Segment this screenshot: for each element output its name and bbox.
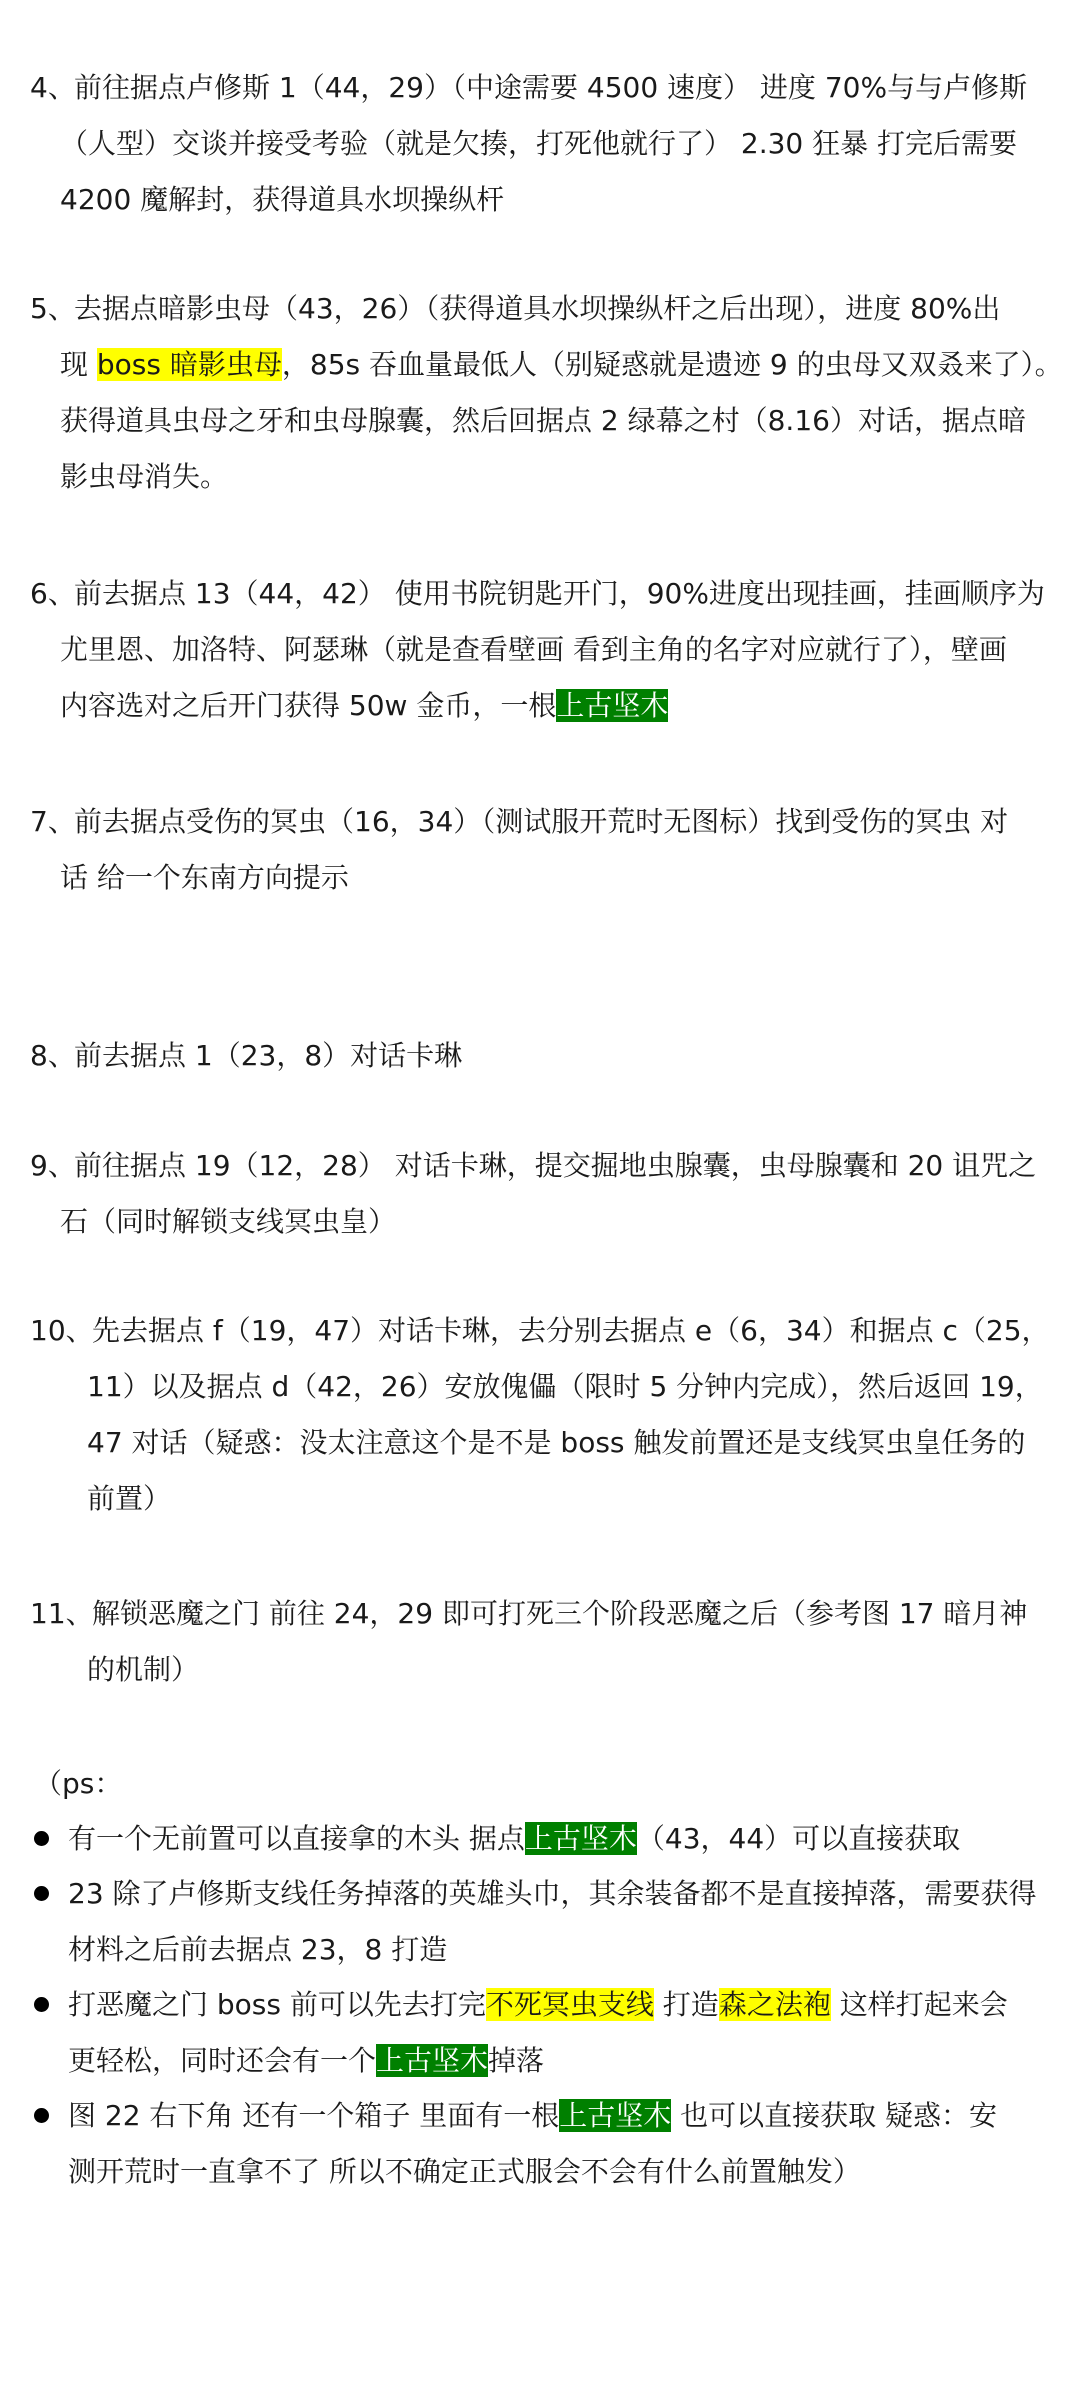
step-text-line: 话 给一个东南方向提示 [60,861,349,894]
bullet-dot-icon [34,1831,49,1846]
step-number: 7、 [30,805,76,838]
text-segment: 内容选对之后开门获得 50w 金币，一根 [60,689,557,722]
bullet-text-line [30,2088,1055,2144]
text-segment: 有一个无前置可以直接拿的木头 据点 [68,1822,525,1855]
step-text-line: 前往据点卢修斯 1（44，29）（中途需要 4500 速度） 进度 70%与与卢修斯 [74,71,1028,104]
ps-bullet [30,2088,1055,2200]
bullet-text-line: 测开荒时一直拿不了 所以不确定正式服会不会有什么前置触发） [68,2155,861,2188]
text-segment: 也可以直接获取 疑惑：安 [671,2099,998,2132]
step-text-line: 前去据点受伤的冥虫（16，34）（测试服开荒时无图标）找到受伤的冥虫 对 [74,805,1009,838]
text-segment: 更轻松，同时还会有一个 [68,2044,377,2077]
step-number: 5、 [30,292,76,325]
ps-label: （ps： [34,1767,123,1800]
step-text-line [30,678,1055,734]
ps-bullet [30,1811,1055,1867]
highlight-yellow: boss 暗影虫母 [96,348,282,381]
step-number: 8、 [30,1039,76,1072]
step-7 [30,794,1055,906]
step-text-line: 前往据点 19（12，28） 对话卡琳，提交掘地虫腺囊，虫母腺囊和 20 诅咒之 [74,1149,1037,1182]
step-9 [30,1138,1055,1250]
highlight-yellow: 森之法袍 [718,1988,831,2021]
bullet-text-line [30,1977,1055,2033]
bullet-dot-icon [34,1997,49,2012]
text-segment: 现 [60,348,97,381]
text-segment: 图 22 右下角 还有一个箱子 里面有一根 [68,2099,560,2132]
step-text-line: 4200 魔解封，获得道具水坝操纵杆 [60,183,505,216]
step-number: 11、 [30,1597,94,1630]
step-text-line [30,337,1063,393]
step-8 [30,1028,1055,1084]
step-number: 6、 [30,577,76,610]
step-text-line: 获得道具虫母之牙和虫母腺囊，然后回据点 2 绿幕之村（8.16）对话，据点暗 [60,404,1026,437]
bullet-text-line: 材料之后前去据点 23，8 打造 [68,1933,448,1966]
highlight-yellow: 不死冥虫支线 [485,1988,654,2021]
step-text-line: 的机制） [87,1653,200,1686]
highlight-green: 上古坚木 [556,689,669,722]
step-text-line: 先去据点 f（19，47）对话卡琳，去分别去据点 e（6，34）和据点 c（25， [92,1314,1050,1347]
text-segment: （43，44）可以直接获取 [636,1822,961,1855]
step-10 [30,1303,1055,1527]
step-text-line: 影虫母消失。 [60,460,229,493]
text-segment: 这样打起来会 [830,1988,1008,2021]
step-text-line: （人型）交谈并接受考验（就是欠揍，打死他就行了） 2.30 狂暴 打完后需要 [60,127,1018,160]
bullet-dot-icon [34,1886,49,1901]
bullet-dot-icon [34,2108,49,2123]
step-text-line: 尤里恩、加洛特、阿瑟琳（就是查看壁画 看到主角的名字对应就行了），壁画 [60,633,1007,666]
step-6 [30,566,1055,734]
ps-bullet [30,1866,1055,1978]
step-text-line: 去据点暗影虫母（43，26）（获得道具水坝操纵杆之后出现），进度 80%出 [74,292,1001,325]
step-text-line: 前置） [87,1482,172,1515]
ps-bullet [30,1977,1055,2089]
highlight-green: 上古坚木 [559,2099,672,2132]
step-4 [30,60,1055,228]
step-number: 10、 [30,1314,94,1347]
highlight-green: 上古坚木 [524,1822,637,1855]
step-11 [30,1586,1055,1698]
step-text-line: 解锁恶魔之门 前往 24，29 即可打死三个阶段恶魔之后（参考图 17 暗月神 [92,1597,1028,1630]
step-text-line: 前去据点 1（23，8）对话卡琳 [74,1039,463,1072]
step-5 [30,281,1063,505]
text-segment: 掉落 [488,2044,545,2077]
step-text-line: 前去据点 13（44，42） 使用书院钥匙开门，90%进度出现挂画，挂画顺序为 [74,577,1045,610]
step-number: 4、 [30,71,76,104]
step-text-line: 47 对话（疑惑：没太注意这个是不是 boss 触发前置还是支线冥虫皇任务的 [87,1426,1026,1459]
bullet-text-line [30,1811,1055,1867]
step-number: 9、 [30,1149,76,1182]
text-segment: 打恶魔之门 boss 前可以先去打完 [68,1988,486,2021]
bullet-text-line: 23 除了卢修斯支线任务掉落的英雄头巾，其余装备都不是直接掉落，需要获得 [68,1877,1037,1910]
step-text-line: 11）以及据点 d（42，26）安放傀儡（限时 5 分钟内完成），然后返回 19， [87,1370,1043,1403]
text-segment: 打造 [653,1988,719,2021]
text-segment: ，85s 吞血量最低人（别疑惑就是遗迹 9 的虫母又双叒来了）。 [281,348,1063,381]
step-text-line: 石（同时解锁支线冥虫皇） [60,1205,397,1238]
highlight-green: 上古坚木 [376,2044,489,2077]
bullet-text-line [30,2033,1055,2089]
